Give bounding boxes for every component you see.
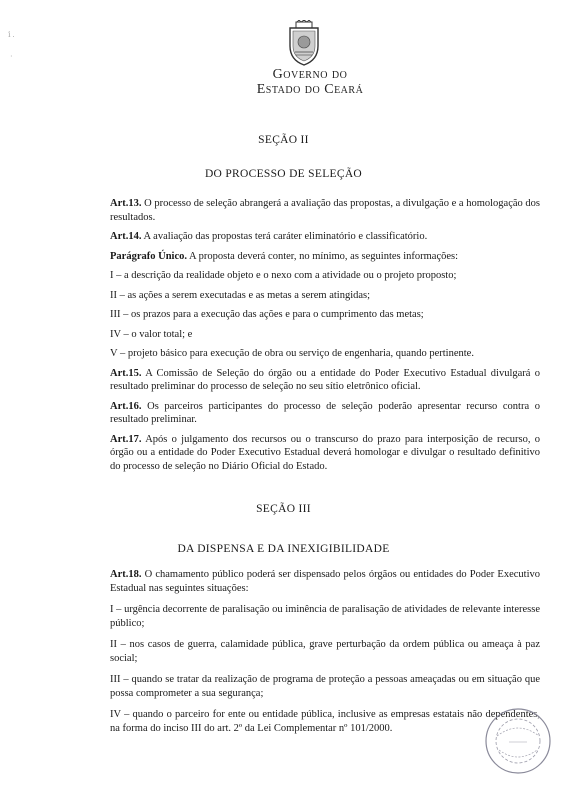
- list-item-iii: [110, 673, 540, 700]
- paragraph-unique: [110, 250, 540, 264]
- section-2-body: [110, 197, 540, 479]
- list-item-ii: [110, 289, 540, 303]
- paragraph-text: II – as ações a serem executadas e as metas a serem atingidas;: [110, 289, 371, 301]
- paragraph-text: A avaliação das propostas terá caráter eliminatório e classificatório.: [141, 231, 428, 242]
- article-label: Art.15.: [110, 367, 142, 379]
- section-2-subtitle: DO PROCESSO DE SELEÇÃO: [204, 168, 363, 180]
- paragraph-text: II – nos casos de guerra, calamidade pública, grave perturbação da ordem pública ou ameaça à paz social;: [110, 639, 540, 664]
- paragraph-text: I – urgência decorrente de paralisação ou iminência de paralisação de atividades de relevante interesse público;: [110, 604, 540, 629]
- paragraph-art-16: [110, 400, 540, 427]
- paragraph-text: O chamamento público poderá ser dispensado pelos órgãos ou entidades do Poder Executivo Estadual nas seguintes situações:: [110, 569, 540, 594]
- paragraph-text: A proposta deverá conter, no mínimo, as seguintes informações:: [186, 250, 459, 262]
- section-3-title: SEÇÃO III: [256, 503, 311, 515]
- paragraph-text: III – quando se tratar da realização de programa de proteção a pessoas ameaçadas ou em situação que possa comprometer a sua segurança;: [110, 674, 540, 699]
- paragraph-text: III – os prazos para a execução das ações e para o cumprimento das metas;: [110, 309, 424, 320]
- section-2-title: SEÇÃO II: [258, 134, 309, 146]
- article-label: Art.16.: [110, 400, 142, 412]
- section-3-subtitle: DA DISPENSA E DA INEXIGIBILIDADE: [177, 543, 390, 555]
- list-item-iv: [110, 328, 540, 342]
- paragraph-art-15: [110, 367, 540, 394]
- paragraph-text: O processo de seleção abrangerá a avaliação das propostas, a divulgação e a homologação dos resultados.: [110, 198, 540, 223]
- article-label: Art.17.: [110, 433, 142, 445]
- list-item-i: [110, 603, 540, 630]
- list-item-v: [110, 347, 540, 361]
- section-3-body: [110, 568, 540, 741]
- scan-speck: ·: [10, 52, 13, 61]
- paragraph-art-17: [110, 433, 540, 474]
- paragraph-text: IV – quando o parceiro for ente ou entidade pública, inclusive as empresas estatais não dependentes, na forma do inciso III do art. 2º da Lei Complementar nº 101/2000.: [110, 709, 540, 734]
- scan-speck: ⅰ .: [8, 30, 15, 39]
- article-label: Art.13.: [110, 198, 142, 209]
- paragraph-art-13: [110, 197, 540, 224]
- header-line-2: Estado do Ceará: [256, 82, 364, 97]
- paragraph-text: V – projeto básico para execução de obra ou serviço de engenharia, quando pertinente.: [110, 348, 474, 359]
- paragraph-text: A Comissão de Seleção do órgão ou a entidade do Poder Executivo Estadual divulgará o resultado preliminar do processo de seleção no seu sítio eletrônico oficial.: [110, 367, 540, 392]
- paragraph-art-14: [110, 230, 540, 244]
- list-item-iii: [110, 308, 540, 322]
- state-crest-icon: [286, 20, 322, 66]
- paragraph-art-18: [110, 568, 540, 595]
- article-label: Art.14.: [110, 231, 142, 242]
- header-line-1: Governo do: [272, 67, 348, 82]
- article-label: Parágrafo Único.: [110, 250, 187, 262]
- article-label: Art.18.: [110, 569, 142, 580]
- paragraph-text: Os parceiros participantes do processo de seleção poderão apresentar recurso contra o resultado preliminar.: [110, 400, 540, 425]
- list-item-i: [110, 269, 540, 283]
- paragraph-text: IV – o valor total; e: [110, 328, 193, 340]
- paragraph-text: I – a descrição da realidade objeto e o nexo com a atividade ou o projeto proposto;: [110, 270, 457, 281]
- list-item-iv: [110, 708, 540, 735]
- official-stamp-icon: [483, 706, 553, 776]
- paragraph-text: Após o julgamento dos recursos ou o transcurso do prazo para interposição de recurso, o órgão ou a entidade do Poder Executivo Estadual deverá homologar e divulgar o resultado definitivo do processo de seleção no Diário Oficial do Estado.: [110, 433, 540, 472]
- list-item-ii: [110, 638, 540, 665]
